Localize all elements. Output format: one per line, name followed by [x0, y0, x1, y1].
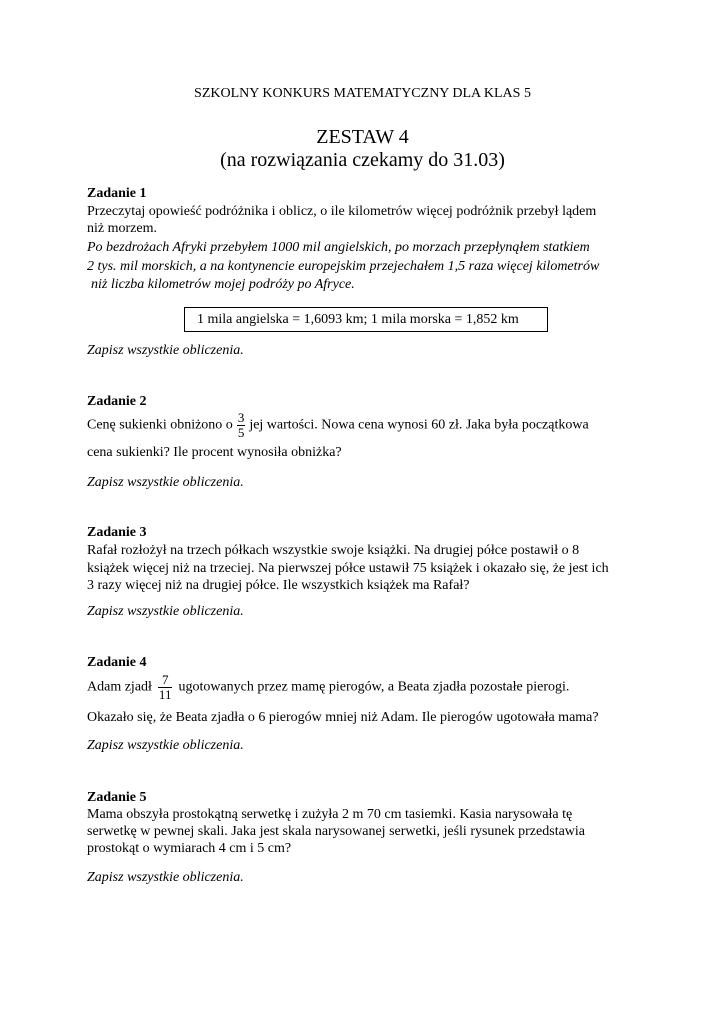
task-5-text-line: serwetkę w pewnej skali. Jaka jest skala narysowanej serwetki, jeśli rysunek przedstawia	[87, 824, 586, 839]
task-3-label: Zadanie 3	[87, 525, 147, 540]
task-5-label: Zadanie 5	[87, 790, 147, 805]
task-4-text-line: Okazało się, że Beata zjadła o 6 pierogów mniej niż Adam. Ile pierogów ugotowała mama?	[87, 710, 599, 725]
task-4-text-post: ugotowanych przez mamę pierogów, a Beata zjadła pozostałe pierogi.	[178, 679, 570, 695]
fraction-denominator: 11	[158, 687, 172, 702]
task-2-note: Zapisz wszystkie obliczenia.	[87, 475, 244, 490]
task-5-text-line: prostokąt o wymiarach 4 cm i 5 cm?	[87, 841, 292, 856]
task-3-text-line: książek więcej niż na trzeciej. Na pierwszej półce ustawił 75 książek i okazało się, że jest ich	[87, 561, 609, 576]
task-2-text-line: cena sukienki? Ile procent wynosiła obniżka?	[87, 445, 342, 460]
task-4-line-1	[87, 673, 569, 702]
task-3-text-line: 3 razy więcej niż na drugiej półce. Ile wszystkich książek ma Rafał?	[87, 578, 470, 593]
conversion-box: 1 mila angielska = 1,6093 km; 1 mila morska = 1,852 km	[184, 307, 548, 332]
task-1-note: Zapisz wszystkie obliczenia.	[87, 343, 244, 358]
task-1-text-line: Przeczytaj opowieść podróżnika i oblicz, o ile kilometrów więcej podróżnik przebył lądem	[87, 204, 597, 219]
task-2-label: Zadanie 2	[87, 394, 147, 409]
fraction-denominator: 5	[237, 425, 245, 440]
task-4-text-pre: Adam zjadł	[87, 679, 152, 695]
task-3-note: Zapisz wszystkie obliczenia.	[87, 604, 244, 619]
task-2-text-post: jej wartości. Nowa cena wynosi 60 zł. Jaka była początkowa	[249, 417, 589, 433]
deadline-subtitle: (na rozwiązania czekamy do 31.03)	[220, 149, 505, 171]
task-1-story-line: Po bezdrożach Afryki przebyłem 1000 mil angielskich, po morzach przepłynąłem statkiem	[87, 240, 590, 255]
task-5-text-line: Mama obszyła prostokątną serwetkę i zużyła 2 m 70 cm tasiemki. Kasia narysowała tę	[87, 807, 573, 822]
task-1-story-line: 2 tys. mil morskich, a na kontynencie europejskim przejechałem 1,5 raza więcej kilometrów	[87, 259, 600, 274]
task-4-note: Zapisz wszystkie obliczenia.	[87, 738, 244, 753]
task-2-line-1	[87, 411, 589, 440]
task-4-label: Zadanie 4	[87, 655, 147, 670]
task-3-text-line: Rafał rozłożył na trzech półkach wszystkie swoje książki. Na drugiej półce postawił o 8	[87, 543, 580, 558]
fraction-seven-elevenths	[158, 673, 173, 702]
fraction-three-fifths	[237, 411, 246, 440]
task-1-story-line: niż liczba kilometrów mojej podróży po Afryce.	[91, 277, 355, 292]
task-2-text-pre: Cenę sukienki obniżono o	[87, 417, 233, 433]
task-1-label: Zadanie 1	[87, 186, 147, 201]
contest-header: SZKOLNY KONKURS MATEMATYCZNY DLA KLAS 5	[194, 86, 531, 101]
fraction-numerator: 7	[158, 673, 173, 688]
task-5-note: Zapisz wszystkie obliczenia.	[87, 870, 244, 885]
task-1-text-line: niż morzem.	[87, 221, 157, 236]
set-title: ZESTAW 4	[316, 126, 409, 148]
fraction-numerator: 3	[237, 410, 245, 425]
